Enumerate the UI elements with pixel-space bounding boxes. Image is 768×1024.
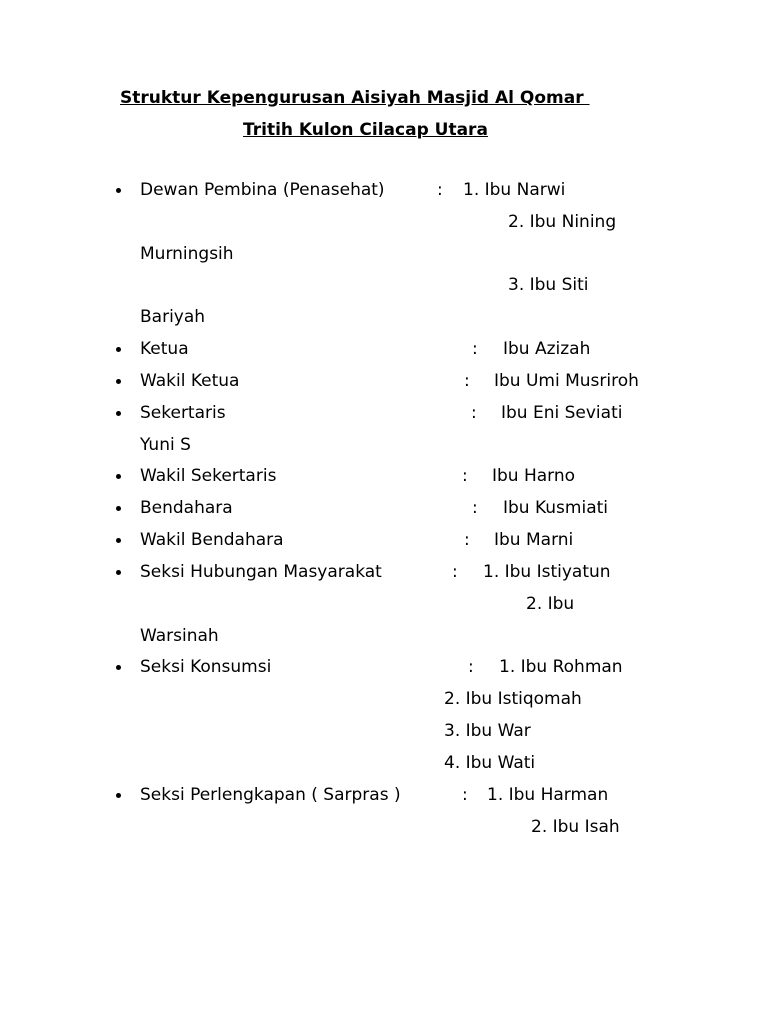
member-name: 1. Ibu Narwi [463, 180, 566, 200]
member-name: 4. Ibu Wati [444, 753, 536, 773]
bullet-icon [116, 538, 121, 543]
role-label: Bendahara [140, 498, 233, 518]
bullet-icon [116, 347, 121, 352]
role-label: Wakil Sekertaris [140, 466, 277, 486]
member-name: 3. Ibu War [444, 721, 531, 741]
member-name: Ibu Eni Seviati [501, 403, 623, 423]
member-name: Warsinah [140, 626, 219, 646]
document-title-line-2: Tritih Kulon Cilacap Utara [243, 120, 488, 140]
role-label: Ketua [140, 339, 189, 359]
member-name: Ibu Kusmiati [503, 498, 609, 518]
colon-separator: : [468, 657, 474, 677]
colon-separator: : [437, 180, 443, 200]
member-name: 1. Ibu Istiyatun [483, 562, 611, 582]
colon-separator: : [472, 339, 478, 359]
role-label: Wakil Bendahara [140, 530, 284, 550]
member-name: Murningsih [140, 244, 234, 264]
bullet-icon [116, 570, 121, 575]
member-name: 2. Ibu Isah [531, 817, 620, 837]
member-name: 1. Ibu Rohman [499, 657, 623, 677]
bullet-icon [116, 411, 121, 416]
document-title-line-1: Struktur Kepengurusan Aisiyah Masjid Al Qomar [120, 88, 590, 108]
member-name: 2. Ibu Istiqomah [444, 689, 582, 709]
role-label: Dewan Pembina (Penasehat) [140, 180, 385, 200]
colon-separator: : [472, 498, 478, 518]
role-label: Sekertaris [140, 403, 226, 423]
colon-separator: : [462, 466, 468, 486]
colon-separator: : [471, 403, 477, 423]
colon-separator: : [452, 562, 458, 582]
colon-separator: : [464, 530, 470, 550]
colon-separator: : [462, 785, 468, 805]
bullet-icon [116, 793, 121, 798]
bullet-icon [116, 474, 121, 479]
member-name: Ibu Harno [492, 466, 576, 486]
member-name: Ibu Azizah [503, 339, 591, 359]
member-name: 1. Ibu Harman [487, 785, 609, 805]
role-label: Seksi Perlengkapan ( Sarpras ) [140, 785, 401, 805]
role-label: Seksi Hubungan Masyarakat [140, 562, 382, 582]
member-name: Ibu Umi Musriroh [494, 371, 639, 391]
bullet-icon [116, 379, 121, 384]
member-name: 3. Ibu Siti [508, 275, 589, 295]
role-label: Wakil Ketua [140, 371, 240, 391]
bullet-icon [116, 665, 121, 670]
bullet-icon [116, 506, 121, 511]
bullet-icon [116, 188, 121, 193]
member-name: Yuni S [140, 435, 191, 455]
role-label: Seksi Konsumsi [140, 657, 272, 677]
member-name: 2. Ibu [526, 594, 575, 614]
member-name: 2. Ibu Nining [508, 212, 617, 232]
member-name: Bariyah [140, 307, 206, 327]
member-name: Ibu Marni [494, 530, 574, 550]
colon-separator: : [464, 371, 470, 391]
